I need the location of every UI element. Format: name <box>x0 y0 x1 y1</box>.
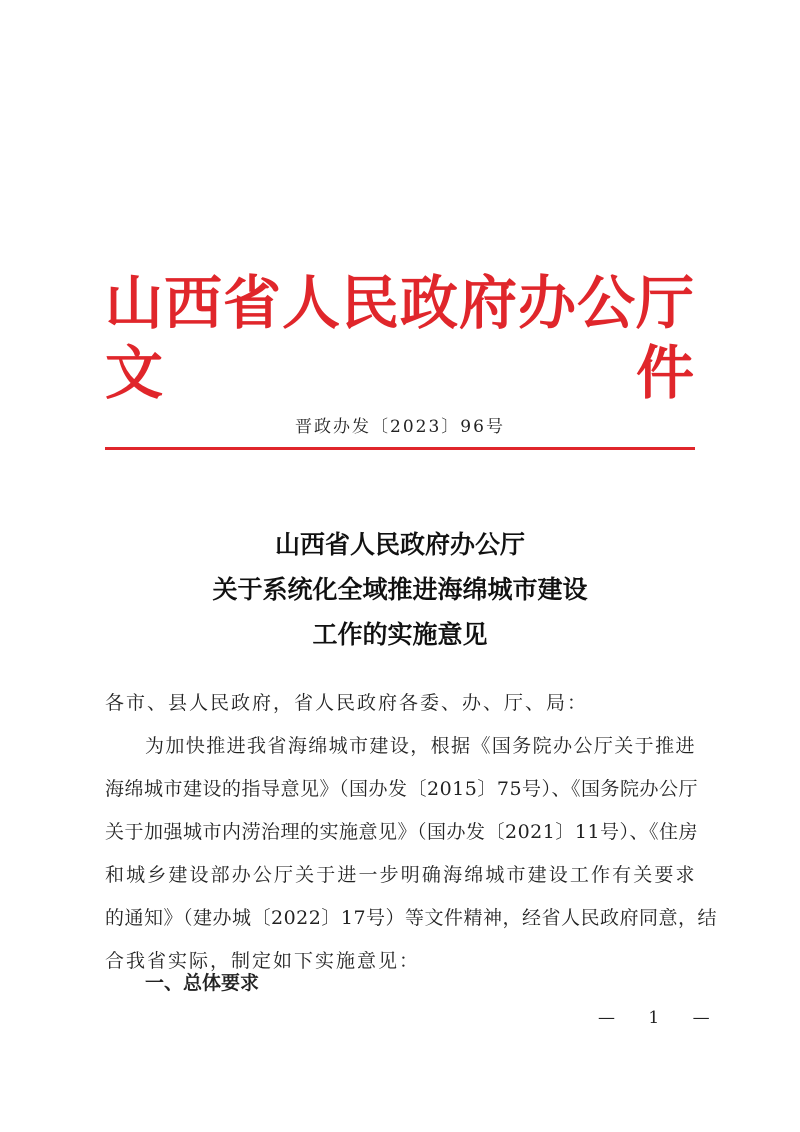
body-line: 海绵城市建设的指导意见》（国办发〔2015〕75号）、《国务院办公厅 <box>105 778 699 800</box>
body-line: 关于加强城市内涝治理的实施意见》（国办发〔2021〕11号）、《住房 <box>105 821 699 843</box>
title-line-1: 山西省人民政府办公厅 <box>274 530 525 559</box>
document-header-title: 山西省人民政府办公厅文件 <box>105 269 696 407</box>
body-line: 的通知》（建办城〔2022〕17号）等文件精神，经省人民政府同意，结 <box>105 907 718 929</box>
body-line: 和城乡建设部办公厅关于进一步明确海绵城市建设工作有关要求 <box>105 864 695 886</box>
title-line-3: 工作的实施意见 <box>312 620 488 649</box>
document-number: 晋政办发〔2023〕96号 <box>295 417 505 437</box>
body-line: 为加快推进我省海绵城市建设，根据《国务院办公厅关于推进 <box>145 735 695 757</box>
body-line: 合我省实际，制定如下实施意见： <box>105 950 421 972</box>
addressee: 各市、县人民政府，省人民政府各委、办、厅、局： <box>105 692 589 714</box>
section-heading: 一、总体要求 <box>145 972 260 994</box>
red-divider-line <box>105 447 695 450</box>
title-line-2: 关于系统化全域推进海绵城市建设 <box>212 575 588 604</box>
page-number: — 1 — <box>598 1008 724 1028</box>
